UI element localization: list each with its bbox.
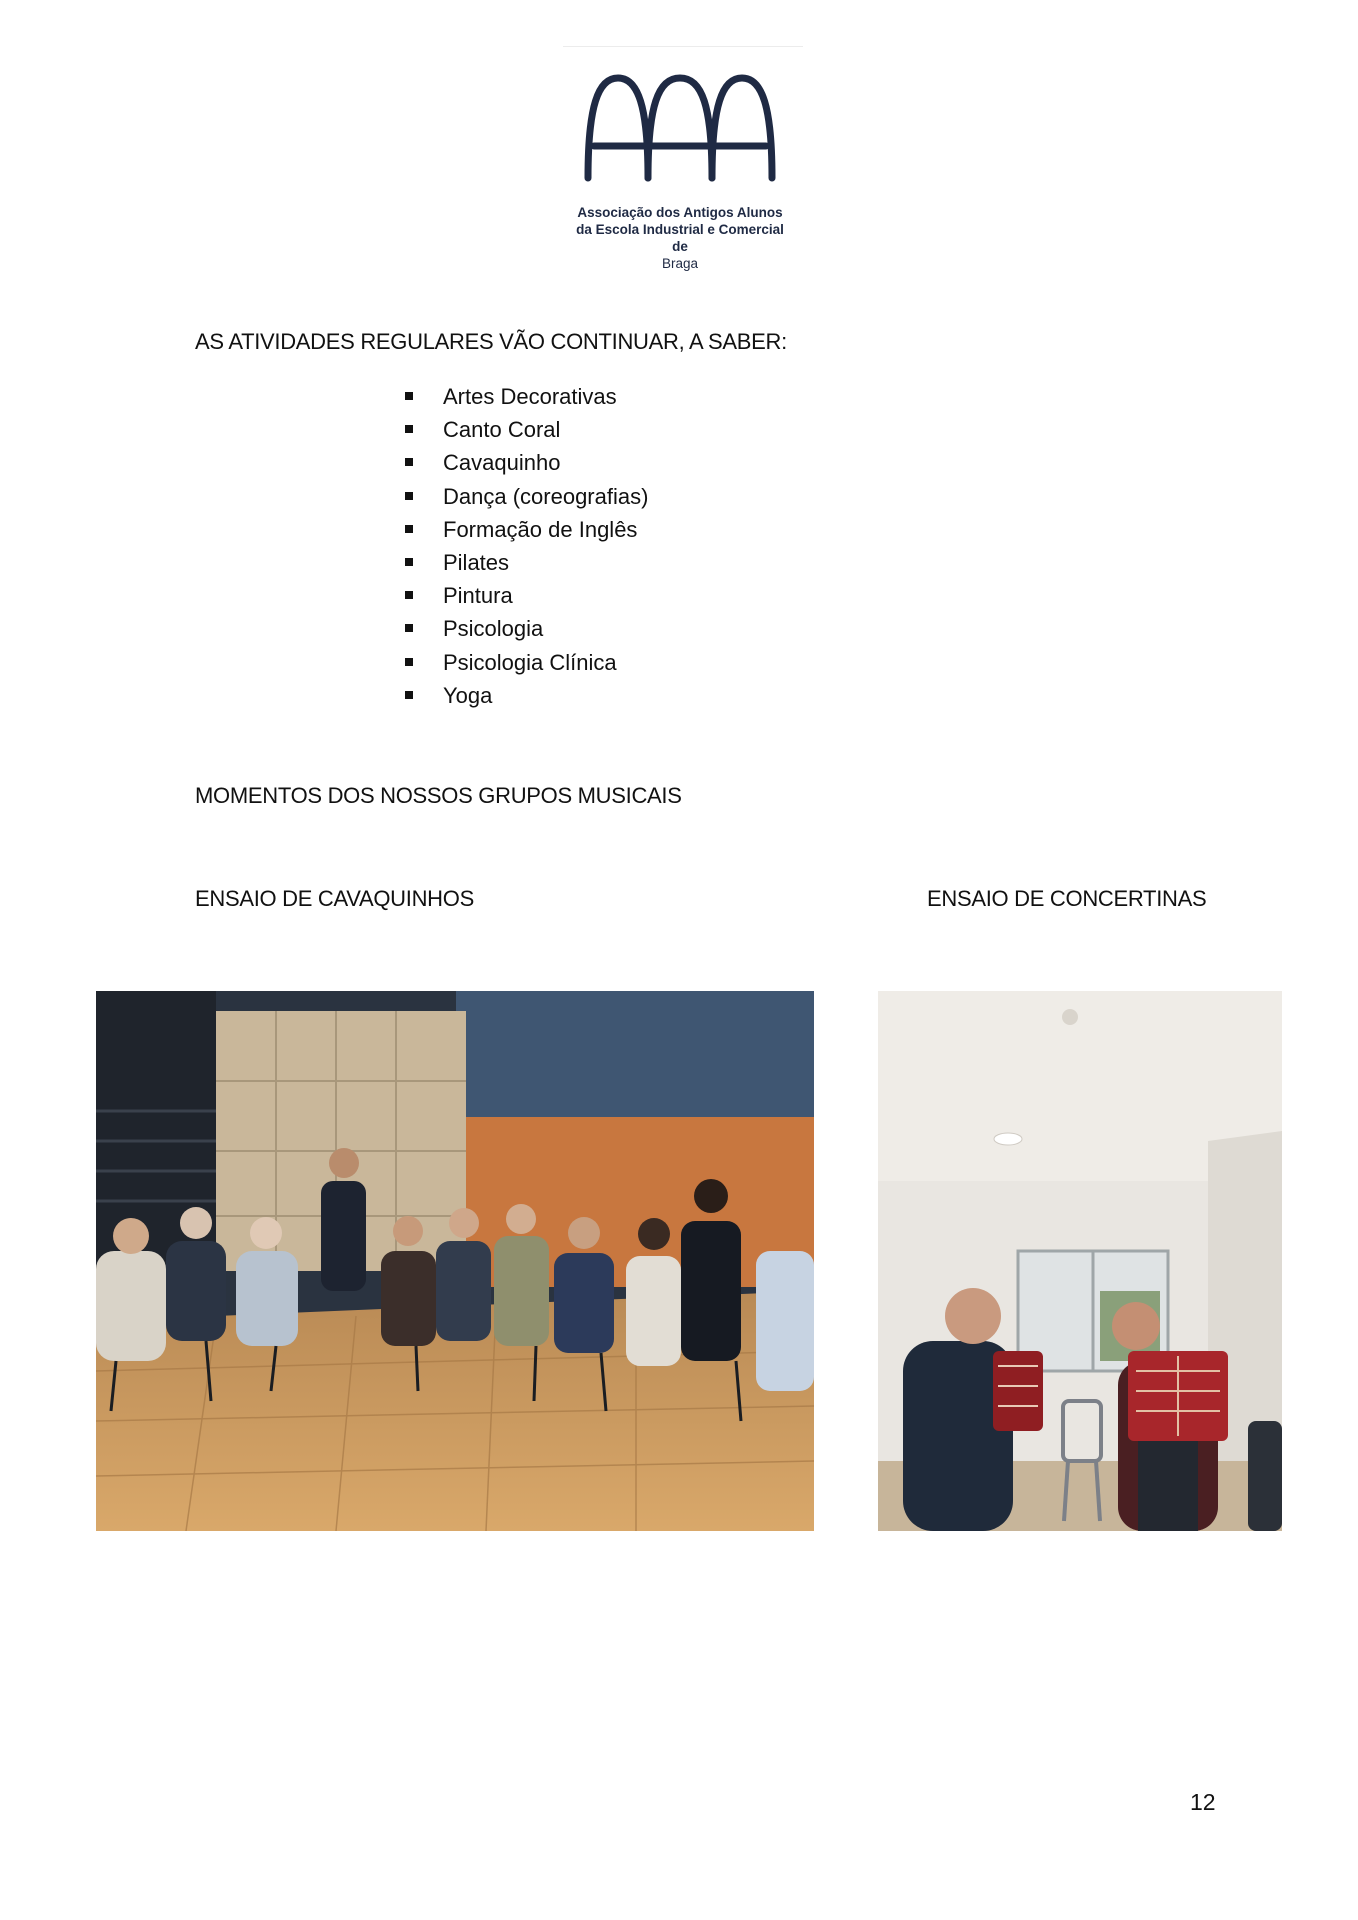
bullet-icon: [405, 658, 413, 666]
list-item: Dança (coreografias): [405, 480, 648, 513]
association-logo: [568, 66, 792, 276]
concertinas-caption: ENSAIO DE CONCERTINAS: [927, 886, 1207, 911]
list-item: Artes Decorativas: [405, 380, 648, 413]
logo-line-3: de: [672, 239, 688, 254]
bullet-icon: [405, 425, 413, 433]
logo-city: Braga: [661, 256, 699, 271]
list-item: Pilates: [405, 546, 648, 579]
page-number: 12: [1190, 1789, 1216, 1815]
aaa-monogram-icon: [580, 66, 780, 186]
list-item: Yoga: [405, 679, 648, 712]
logo-line-1: Associação dos Antigos Alunos: [577, 205, 783, 220]
logo-caption: [568, 204, 792, 272]
bullet-icon: [405, 558, 413, 566]
music-groups-heading: MOMENTOS DOS NOSSOS GRUPOS MUSICAIS: [195, 783, 682, 808]
bullet-icon: [405, 392, 413, 400]
list-item: Psicologia: [405, 612, 648, 645]
bullet-icon: [405, 591, 413, 599]
activities-heading: AS ATIVIDADES REGULARES VÃO CONTINUAR, A SABER:: [195, 329, 787, 354]
cavaquinhos-caption: ENSAIO DE CAVAQUINHOS: [195, 886, 474, 911]
list-item: Cavaquinho: [405, 446, 648, 479]
bullet-icon: [405, 525, 413, 533]
header-rule: [563, 46, 803, 47]
bullet-icon: [405, 458, 413, 466]
activities-list: [405, 380, 648, 712]
bullet-icon: [405, 624, 413, 632]
bullet-icon: [405, 492, 413, 500]
list-item: Psicologia Clínica: [405, 646, 648, 679]
list-item: Canto Coral: [405, 413, 648, 446]
cavaquinho-rehearsal-photo: [96, 991, 814, 1531]
logo-line-2: da Escola Industrial e Comercial: [576, 222, 784, 237]
concertina-rehearsal-photo: [878, 991, 1282, 1531]
list-item: Formação de Inglês: [405, 513, 648, 546]
bullet-icon: [405, 691, 413, 699]
list-item: Pintura: [405, 579, 648, 612]
